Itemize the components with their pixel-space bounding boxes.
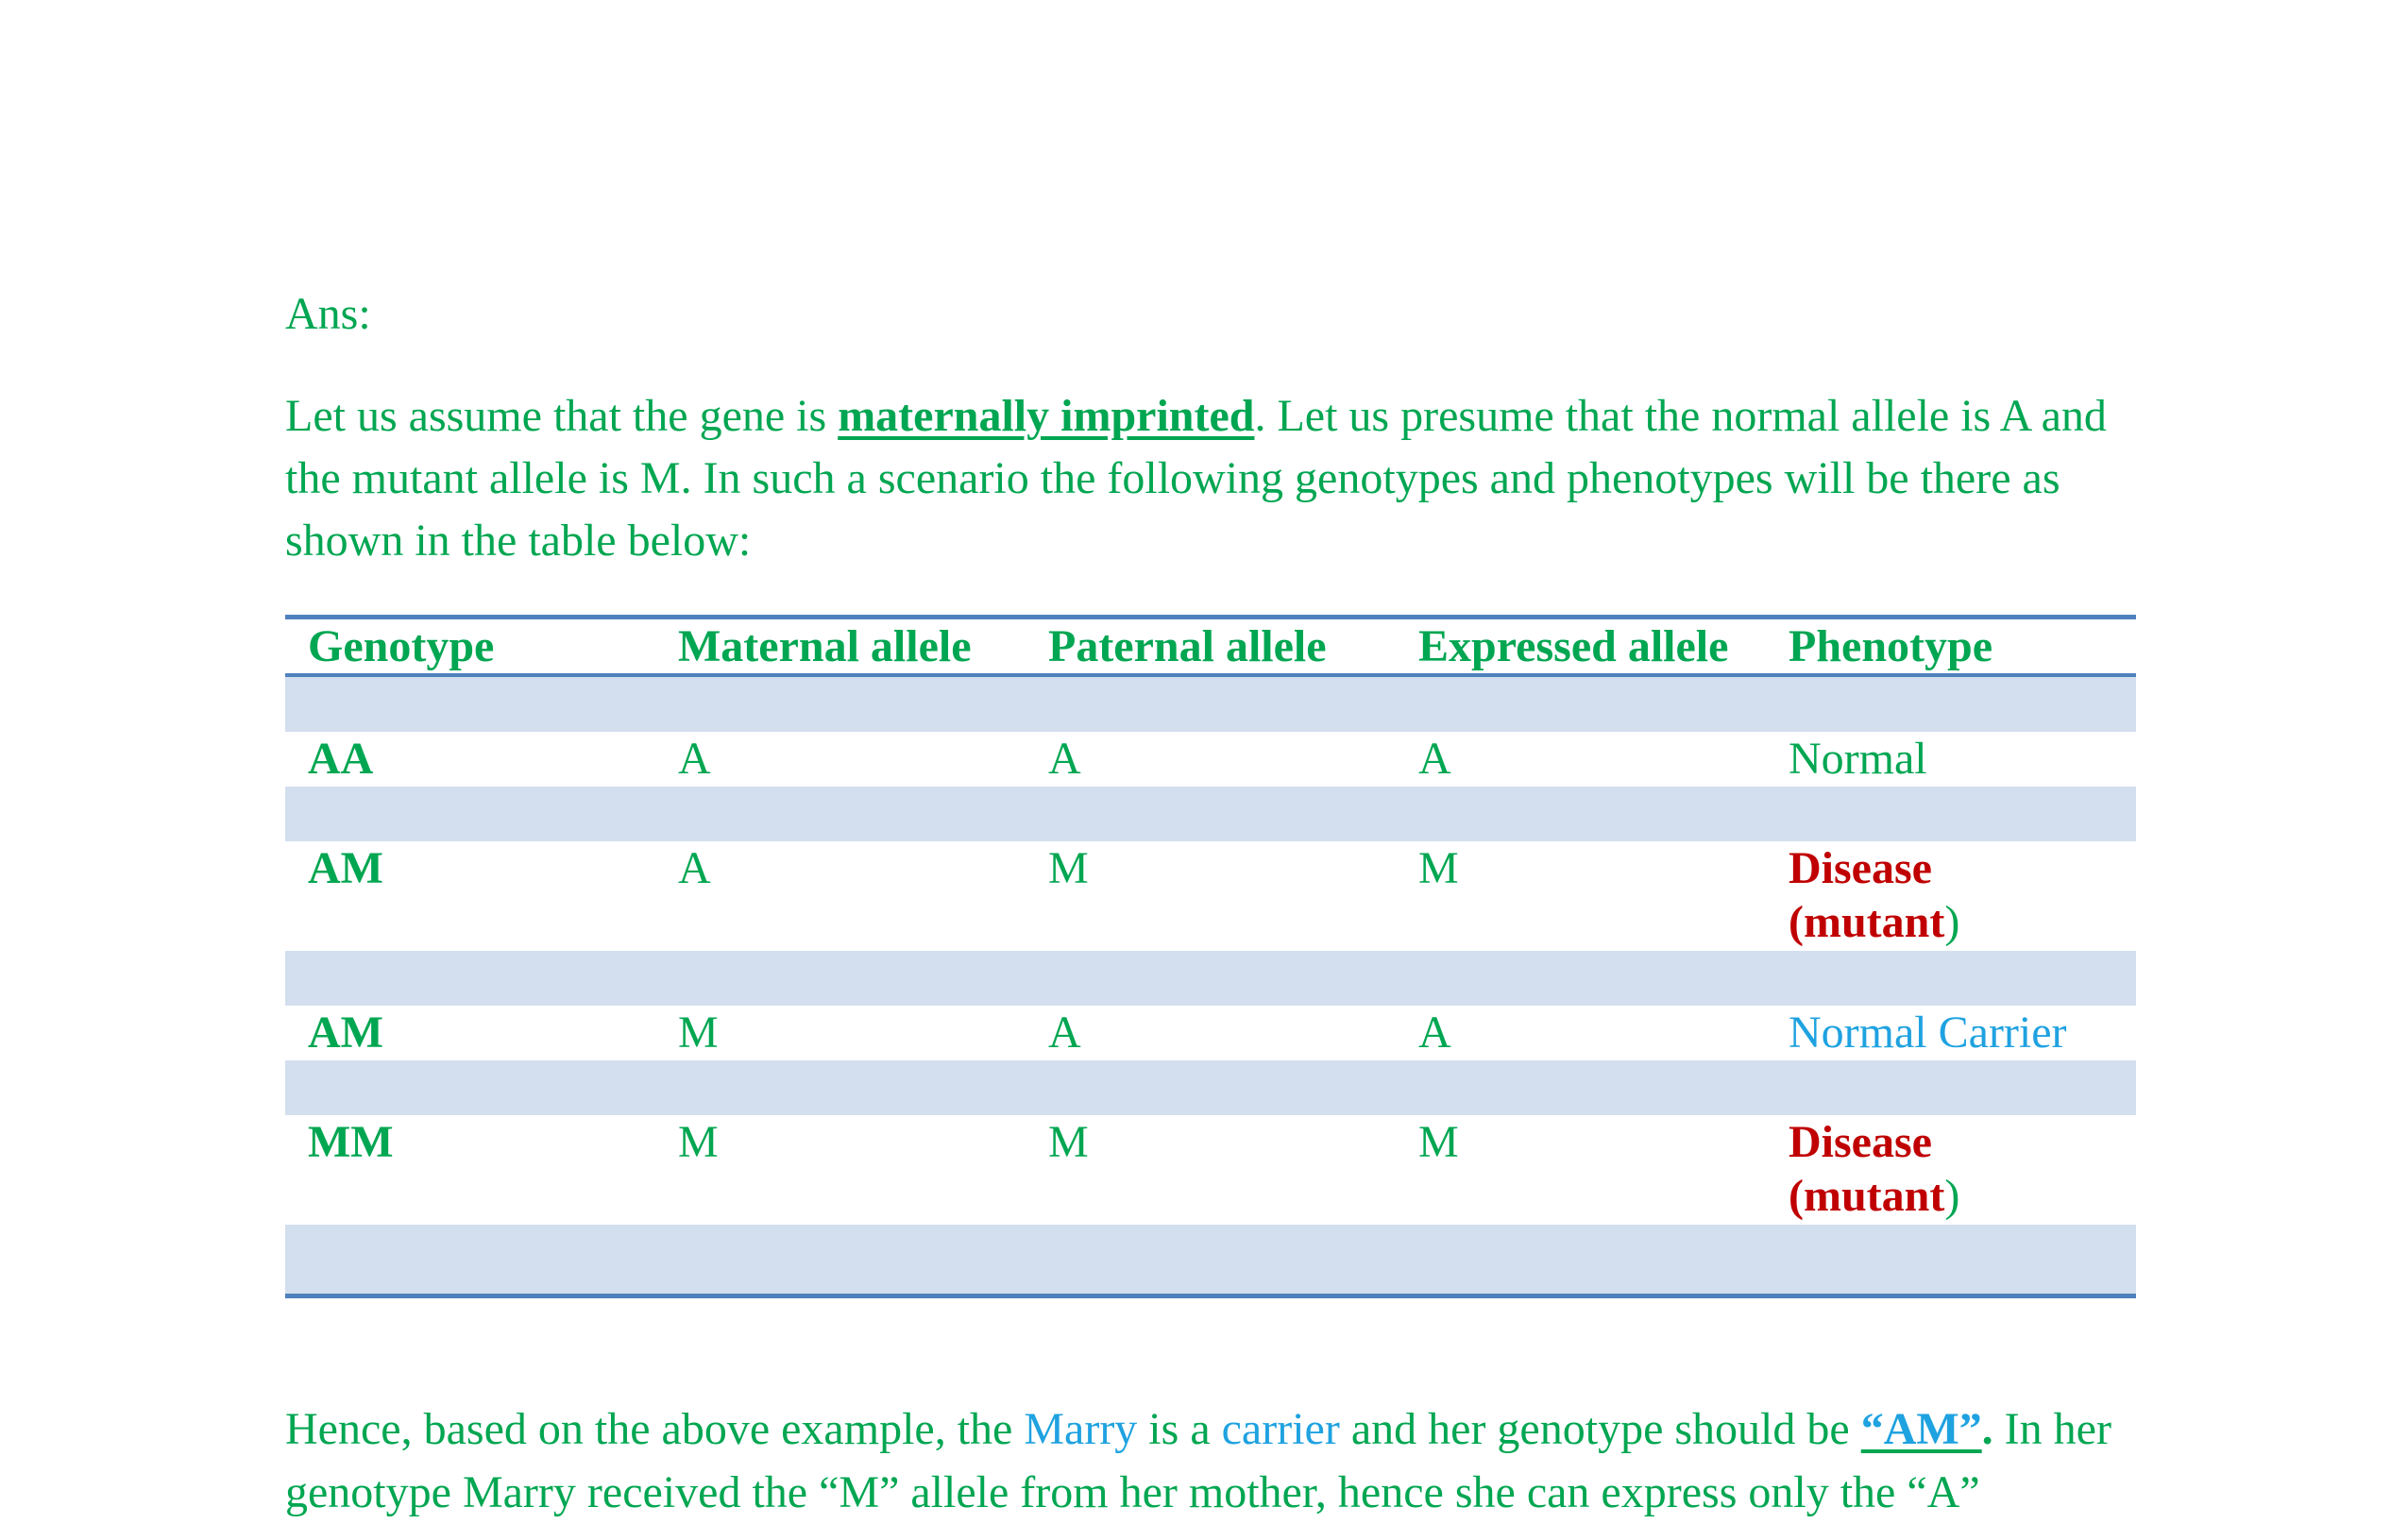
genotype-answer: “AM”: [1860, 1404, 1982, 1454]
conclusion-paragraph: [285, 1397, 2164, 1524]
table-row: [285, 1115, 2136, 1225]
table-band-row: [285, 1225, 2136, 1296]
table-band-row: [285, 1060, 2136, 1115]
table-header-row: [285, 618, 2136, 676]
phenotype-close-paren: ): [1944, 897, 1960, 947]
phenotype-cell: Normal Carrier: [1789, 1008, 2067, 1058]
conclusion-text-3: and her genotype should be: [1339, 1404, 1861, 1454]
name-marry: Marry: [1024, 1404, 1138, 1454]
genotype-table: [285, 615, 2136, 1298]
genotype-answer-period: .: [1981, 1404, 1993, 1454]
intro-paragraph: [285, 385, 2164, 572]
maternal-cell: M: [678, 1117, 719, 1167]
table-row: [285, 732, 2136, 787]
expressed-cell: M: [1418, 843, 1459, 893]
expressed-cell: M: [1418, 1117, 1459, 1167]
phenotype-disease: Disease: [1789, 843, 1932, 893]
answer-label: Ans:: [285, 289, 371, 339]
conclusion-text-2: is a: [1137, 1404, 1222, 1454]
genotype-cell: MM: [308, 1117, 394, 1167]
paternal-cell: M: [1048, 843, 1089, 893]
table-row: [285, 841, 2136, 951]
header-genotype: Genotype: [285, 618, 655, 676]
paternal-cell: A: [1048, 734, 1081, 784]
maternal-cell: A: [678, 734, 711, 784]
expressed-cell: A: [1418, 734, 1451, 784]
header-paternal-allele: Paternal allele: [1026, 618, 1396, 676]
maternal-cell: A: [678, 843, 711, 893]
intro-text-end: . Let us presume that the normal allele is A and the mutant allele is M. In such a scenario the following genotypes and phenotypes will be there as shown in the table below:: [285, 391, 2107, 566]
carrier-word: carrier: [1221, 1404, 1340, 1454]
maternal-cell: M: [678, 1008, 719, 1058]
conclusion-text-1: Hence, based on the above example, the: [285, 1404, 1025, 1454]
phenotype-disease: Disease: [1789, 1117, 1932, 1167]
header-phenotype: Phenotype: [1766, 618, 2136, 676]
phenotype-mutant: (mutant: [1789, 897, 1945, 947]
table-band-row: [285, 787, 2136, 841]
paternal-cell: M: [1048, 1117, 1089, 1167]
phenotype-mutant: (mutant: [1789, 1171, 1945, 1221]
table-band-row: [285, 951, 2136, 1006]
header-expressed-allele: Expressed allele: [1396, 618, 1766, 676]
phenotype-cell: [1766, 1115, 2136, 1225]
intro-text-start: Let us assume that the gene is: [285, 391, 839, 441]
phenotype-cell: [1766, 841, 2136, 951]
genotype-cell: AA: [308, 734, 374, 784]
table-row: [285, 1006, 2136, 1060]
table-band-row: [285, 675, 2136, 732]
maternally-imprinted-emphasis: maternally imprinted: [838, 391, 1255, 441]
expressed-cell: A: [1418, 1008, 1451, 1058]
genotype-cell: AM: [308, 1008, 383, 1058]
phenotype-close-paren: ): [1944, 1171, 1960, 1221]
genotype-cell: AM: [308, 843, 383, 893]
header-maternal-allele: Maternal allele: [655, 618, 1026, 676]
phenotype-cell: Normal: [1789, 734, 1927, 784]
conclusion-text-4: In her genotype Marry received the “M” allele from her mother, hence she can express only the “A”: [285, 1404, 2111, 1517]
paternal-cell: A: [1048, 1008, 1081, 1058]
